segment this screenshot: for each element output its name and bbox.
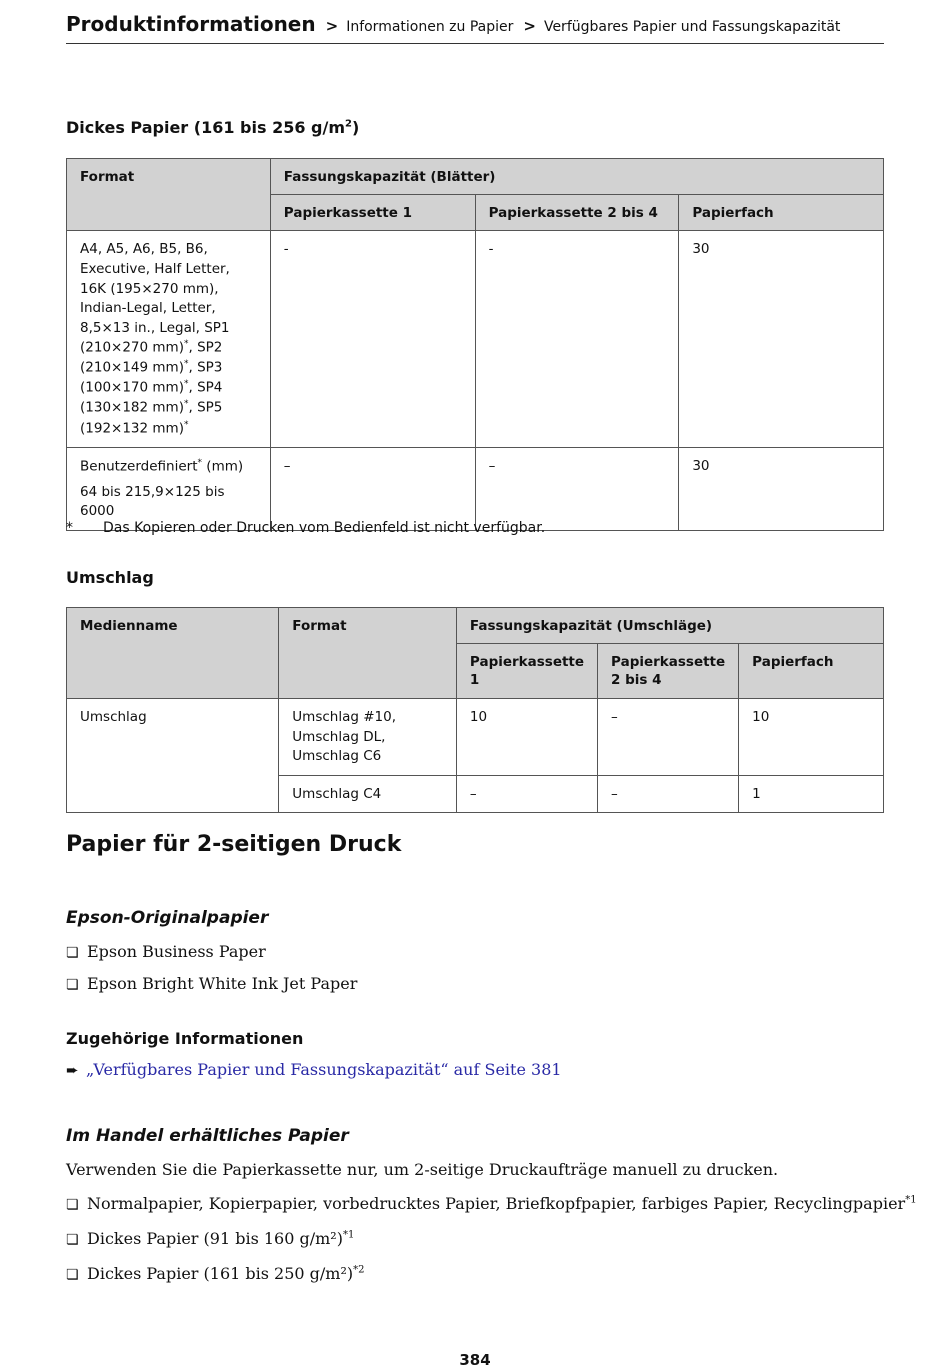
format-cell: A4, A5, A6, B5, B6, Executive, Half Letter, 16K (195×270 mm), Indian-Legal, Letter, 8,5×13 in., Legal, SP1 (210×270 mm)*, SP2 (210×149 mm)*, SP3 (100×170 mm)*, SP4 (130×182 mm)*, SP5 (192×132 mm)*	[67, 231, 271, 447]
breadcrumb-separator: >	[325, 17, 339, 35]
envelope-table	[66, 607, 884, 813]
section-heading-duplex: Papier für 2-seitigen Druck	[66, 832, 402, 857]
header-capacity: Fassungskapazität (Blätter)	[270, 159, 883, 195]
section-title-envelope: Umschlag	[66, 568, 154, 587]
table-row	[67, 231, 884, 447]
related-link[interactable]: „Verfügbares Papier und Fassungskapazität“ auf Seite 381	[86, 1060, 562, 1079]
breadcrumb-item: Informationen zu Papier	[346, 19, 514, 35]
footnote-text: Das Kopieren oder Drucken vom Bedienfeld ist nicht verfügbar.	[103, 520, 546, 536]
list-item: ❏ Normalpapier, Kopierpapier, vorbedrucktes Papier, Briefkopfpapier, farbiges Papier, Recyclingpapier$^{*1}$	[66, 1194, 917, 1213]
breadcrumb-item: Verfügbares Papier und Fassungskapazität	[543, 19, 841, 35]
footnote	[66, 520, 545, 536]
checkbox-bullet-icon: ❏	[66, 977, 79, 993]
table-row	[67, 699, 884, 776]
header-tray-1: Papierkassette 1	[270, 195, 475, 231]
list-item: ❏ Epson Business Paper	[66, 942, 266, 961]
value-cell: -	[475, 231, 679, 447]
footnote-mark: *	[66, 520, 73, 536]
value-cell: –	[475, 447, 679, 530]
table-row	[67, 447, 884, 530]
list-item: ❏ Dickes Papier (161 bis 250 g/m²)$^{*2}$	[66, 1264, 365, 1283]
format-cell: Benutzerdefiniert* (mm) 64 bis 215,9×125 bis 6000	[67, 447, 271, 530]
related-link-row	[66, 1060, 562, 1079]
subheading-epson-original: Epson-Originalpapier	[66, 908, 269, 928]
arrow-right-icon: ➨	[66, 1061, 79, 1079]
format-cell: Umschlag C4	[279, 775, 457, 813]
value-cell: 10	[456, 699, 597, 776]
value-cell: –	[270, 447, 475, 530]
value-cell: 10	[739, 699, 884, 776]
commercial-intro: Verwenden Sie die Papierkassette nur, um 2-seitige Druckaufträge manuell zu drucken.	[66, 1160, 779, 1179]
checkbox-bullet-icon: ❏	[66, 1267, 79, 1283]
checkbox-bullet-icon: ❏	[66, 1232, 79, 1248]
subheading-commercial-paper: Im Handel erhältliches Papier	[66, 1126, 349, 1146]
header-tray-1: Papierkassette 1	[456, 644, 597, 699]
checkbox-bullet-icon: ❏	[66, 945, 79, 961]
value-cell: –	[456, 775, 597, 813]
thick-paper-table	[66, 158, 884, 531]
header-format: Format	[67, 159, 271, 231]
value-cell: –	[598, 775, 739, 813]
checkbox-bullet-icon: ❏	[66, 1197, 79, 1213]
list-item: ❏ Dickes Papier (91 bis 160 g/m²)$^{*1}$	[66, 1229, 355, 1248]
header-format: Format	[279, 608, 457, 699]
value-cell: 30	[679, 447, 884, 530]
value-cell: –	[598, 699, 739, 776]
value-cell: -	[270, 231, 475, 447]
section-title-thick-paper: Dickes Papier (161 bis 256 $g/m^2$)	[66, 118, 360, 137]
header-paper-slot: Papierfach	[739, 644, 884, 699]
header-capacity: Fassungskapazität (Umschläge)	[456, 608, 883, 644]
breadcrumb-separator: >	[523, 17, 536, 35]
value-cell: 30	[679, 231, 884, 447]
header-tray-2-4: Papierkassette 2 bis 4	[475, 195, 679, 231]
value-cell: 1	[739, 775, 884, 813]
related-info-heading: Zugehörige Informationen	[66, 1029, 304, 1048]
header-paper-slot: Papierfach	[679, 195, 884, 231]
media-name-cell: Umschlag	[67, 699, 279, 813]
page-number: 384	[459, 1351, 491, 1369]
header-media-name: Medienname	[67, 608, 279, 699]
page-header	[66, 12, 884, 44]
header-tray-2-4: Papierkassette 2 bis 4	[598, 644, 739, 699]
format-cell: Umschlag #10, Umschlag DL, Umschlag C6	[279, 699, 457, 776]
breadcrumb-title: Produktinformationen	[66, 12, 316, 36]
list-item: ❏ Epson Bright White Ink Jet Paper	[66, 974, 358, 993]
